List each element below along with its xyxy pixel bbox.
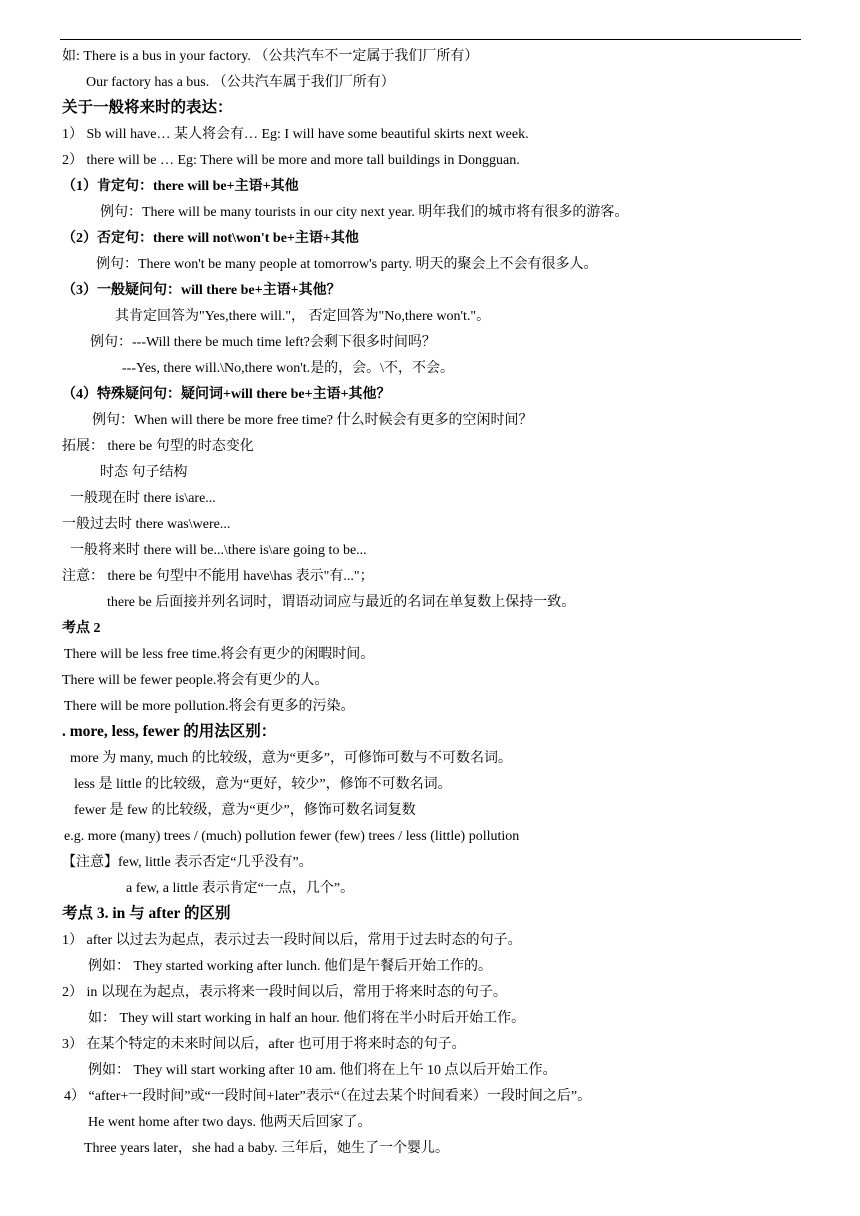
numbered-item: 4） “after+一段时间”或“一段时间+later”表示“（在过去某个时间看来）一段时间之后”。	[64, 1089, 592, 1104]
example-line: There will be less free time.将会有更少的闲暇时间。	[64, 647, 375, 662]
example-line: There will be more pollution.将会有更多的污染。	[64, 699, 355, 714]
tense-table-row: 一般将来时 there will be...\there is\are going to be...	[70, 543, 367, 558]
example-line: 例句：There won't be many people at tomorrow's party. 明天的聚会上不会有很多人。	[96, 257, 598, 272]
note-line: 【注意】few, little 表示否定“几乎没有”。	[62, 855, 313, 870]
numbered-item: 2） in 以现在为起点，表示将来一段时间以后，常用于将来时态的句子。	[62, 985, 507, 1000]
section-heading: 考点 2	[62, 621, 101, 636]
numbered-item: 3） 在某个特定的未来时间以后，after 也可用于将来时态的句子。	[62, 1037, 466, 1052]
example-line: Our factory has a bus. （公共汽车属于我们厂所有）	[86, 75, 395, 90]
example-line: 例如： They will start working after 10 am. 他们将在上午 10 点以后开始工作。	[88, 1063, 557, 1078]
tense-table-row: 一般现在时 there is\are...	[70, 491, 216, 506]
note-line: 注意： there be 句型中不能用 have\has 表示"有..."；	[62, 569, 374, 584]
note-line: a few, a little 表示肯定“一点，几个”。	[126, 881, 355, 896]
answer-line: 其肯定回答为"Yes,there will."， 否定回答为"No,there won't."。	[115, 309, 491, 324]
sub-heading: （1）肯定句：there will be+主语+其他	[62, 179, 299, 194]
section-heading: 关于一般将来时的表达：	[62, 99, 233, 116]
example-line: 例如： They started working after lunch. 他们是午餐后开始工作的。	[88, 959, 492, 974]
extension-heading: 拓展： there be 句型的时态变化	[62, 439, 254, 454]
example-line: 如： They will start working in half an hour. 他们将在半小时后开始工作。	[88, 1011, 526, 1026]
tense-table-header: 时态 句子结构	[100, 465, 188, 480]
tense-table-row: 一般过去时 there was\were...	[62, 517, 231, 532]
sub-heading: （4）特殊疑问句：疑问词+will there be+主语+其他？	[62, 387, 391, 402]
section-heading: 考点 3. in 与 after 的区别	[62, 905, 231, 922]
example-line: Three years later，she had a baby. 三年后，她生了一个婴儿。	[84, 1141, 449, 1156]
numbered-item: 1） Sb will have… 某人将会有… Eg: I will have some beautiful skirts next week.	[62, 127, 529, 142]
example-line: 例句：When will there be more free time? 什么时候会有更多的空闲时间？	[92, 413, 533, 428]
answer-line: ---Yes, there will.\No,there won't.是的，会。\不，不会。	[122, 361, 455, 376]
usage-line: e.g. more (many) trees / (much) pollution fewer (few) trees / less (little) pollution	[64, 829, 520, 844]
usage-line: fewer 是 few 的比较级，意为“更少”，修饰可数名词复数	[74, 803, 416, 818]
note-line: there be 后面接并列名词时，谓语动词应与最近的名词在单复数上保持一致。	[107, 595, 576, 610]
usage-line: more 为 many, much 的比较级，意为“更多”，可修饰可数与不可数名词。	[70, 751, 512, 766]
example-line: He went home after two days. 他两天后回家了。	[88, 1115, 372, 1130]
numbered-item: 1） after 以过去为起点，表示过去一段时间以后，常用于过去时态的句子。	[62, 933, 522, 948]
section-heading: . more, less, fewer 的用法区别：	[62, 723, 277, 740]
sub-heading: （2）否定句：there will not\won't be+主语+其他	[62, 231, 359, 246]
example-line: There will be fewer people.将会有更少的人。	[62, 673, 329, 688]
example-line: 例句：---Will there be much time left?会剩下很多时间吗？	[90, 335, 436, 350]
numbered-item: 2） there will be … Eg: There will be more and more tall buildings in Dongguan.	[62, 153, 520, 168]
example-line: 例句：There will be many tourists in our city next year. 明年我们的城市将有很多的游客。	[100, 205, 629, 220]
header-rule	[60, 39, 801, 40]
example-line: 如: There is a bus in your factory. （公共汽车不一定属于我们厂所有）	[62, 49, 479, 64]
sub-heading: （3）一般疑问句：will there be+主语+其他？	[62, 283, 341, 298]
usage-line: less 是 little 的比较级，意为“更好，较少”，修饰不可数名词。	[74, 777, 452, 792]
